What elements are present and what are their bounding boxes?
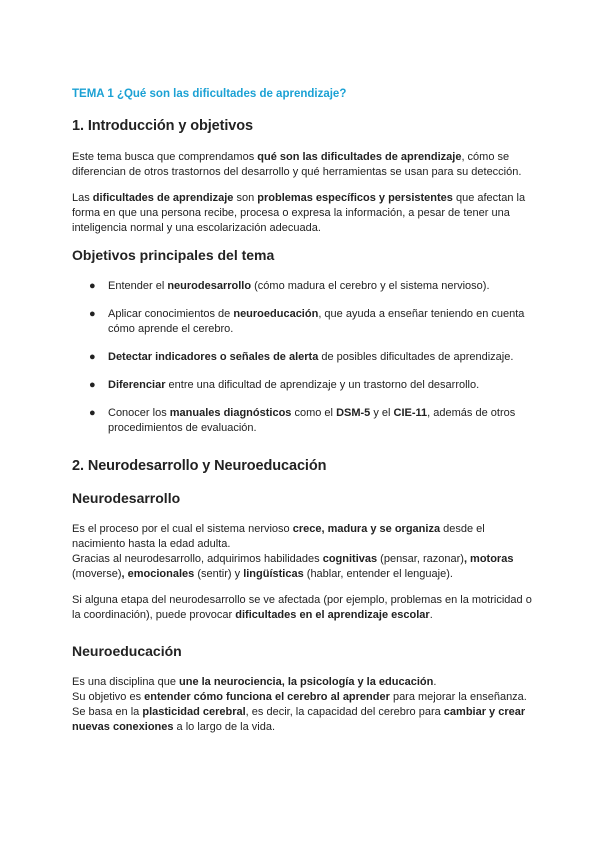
bold-text: manuales diagnósticos [169,407,292,419]
objectives-heading: Objetivos principales del tema [72,247,275,263]
list-item [72,307,532,337]
neurodesarrollo-paragraph-2: Si alguna etapa del neurodesarrollo se ve afectada (por ejemplo, problemas en la motricidad o la coordinación), puede provocar dificultades en el aprendizaje escolar. [72,594,532,621]
bold-text: DSM-5 [336,407,371,419]
bullet-icon: ● [89,280,96,292]
bold-text: crece, madura y se organiza [292,523,441,535]
bold-text: dificultades de aprendizaje [92,192,234,204]
bold-text: qué son las dificultades de aprendizaje [257,151,462,163]
bullet-icon: ● [89,379,96,391]
bullet-icon: ● [89,351,96,363]
section1-heading: 1. Introducción y objetivos [72,118,253,134]
list-item-text: Detectar indicadores o señales de alerta de posibles dificultades de aprendizaje. [108,351,514,363]
document-title: TEMA 1 ¿Qué son las dificultades de aprendizaje? [72,88,347,100]
list-item-text: Aplicar conocimientos de neuroeducación, que ayuda a enseñar teniendo en cuenta cómo aprende el cerebro. [108,308,525,335]
section1-definition-paragraph: Las dificultades de aprendizaje son problemas específicos y persistentes que afectan la forma en que una persona recibe, procesa o expresa la información, a pesar de tener una inteligencia normal y una escolarización adecuada. [72,192,526,234]
neuroeducacion-heading: Neuroeducación [72,643,182,659]
bullet-icon: ● [89,308,96,320]
bold-text: plasticidad cerebral [142,706,246,718]
document-content [72,88,532,746]
list-item [72,350,532,365]
list-item [72,279,532,294]
bold-text: , motoras [463,553,514,565]
list-item-text: Conocer los manuales diagnósticos como el DSM-5 y el CIE-11, además de otros procedimientos de evaluación. [108,407,516,434]
bold-text: CIE-11 [393,407,428,419]
list-item [72,378,532,393]
bullet-icon: ● [89,407,96,419]
bold-text: une la neurociencia, la psicología y la educación [179,676,434,688]
bold-text: problemas específicos y persistentes [257,192,453,204]
neurodesarrollo-paragraph-1: Es el proceso por el cual el sistema nervioso crece, madura y se organiza desde el nacimiento hasta la edad adulta. Gracias al neurodesarrollo, adquirimos habilidades cognitivas (pensar, razonar), motoras (moverse), emocionales (sentir) y lingüísticas (hablar, entender el lenguaje). [72,523,514,580]
objectives-list [72,279,532,436]
bold-text: neuroeducación [233,308,319,320]
bold-text: cambiar y crear nuevas conexiones [72,706,526,733]
bold-text: neurodesarrollo [167,280,252,292]
bold-text: cognitivas [322,553,378,565]
list-item-text: Entender el neurodesarrollo (cómo madura el cerebro y el sistema nervioso). [108,280,490,292]
list-item [72,406,532,436]
bold-text: Detectar indicadores o señales de alerta [108,351,319,363]
neuroeducacion-paragraph: Es una disciplina que une la neurociencia, la psicología y la educación. Su objetivo es entender cómo funciona el cerebro al aprender para mejorar la enseñanza. Se basa en la plasticidad cerebral, es decir, la capacidad del cerebro para cambiar y crear nuevas conexiones a lo largo de la vida. [72,676,527,733]
bold-text: Diferenciar [108,379,166,391]
bold-text: lingüísticas [243,568,304,580]
section1-intro-paragraph: Este tema busca que comprendamos qué son las dificultades de aprendizaje, cómo se diferencian de otros trastornos del desarrollo y qué herramientas se usan para su detección. [72,151,522,178]
bold-text: entender cómo funciona el cerebro al aprender [144,691,390,703]
neurodesarrollo-heading: Neurodesarrollo [72,490,181,506]
bold-text: , emocionales [121,568,195,580]
section2-heading: 2. Neurodesarrollo y Neuroeducación [72,458,327,474]
list-item-text: Diferenciar entre una dificultad de aprendizaje y un trastorno del desarrollo. [108,379,480,391]
bold-text: dificultades en el aprendizaje escolar [235,609,430,621]
